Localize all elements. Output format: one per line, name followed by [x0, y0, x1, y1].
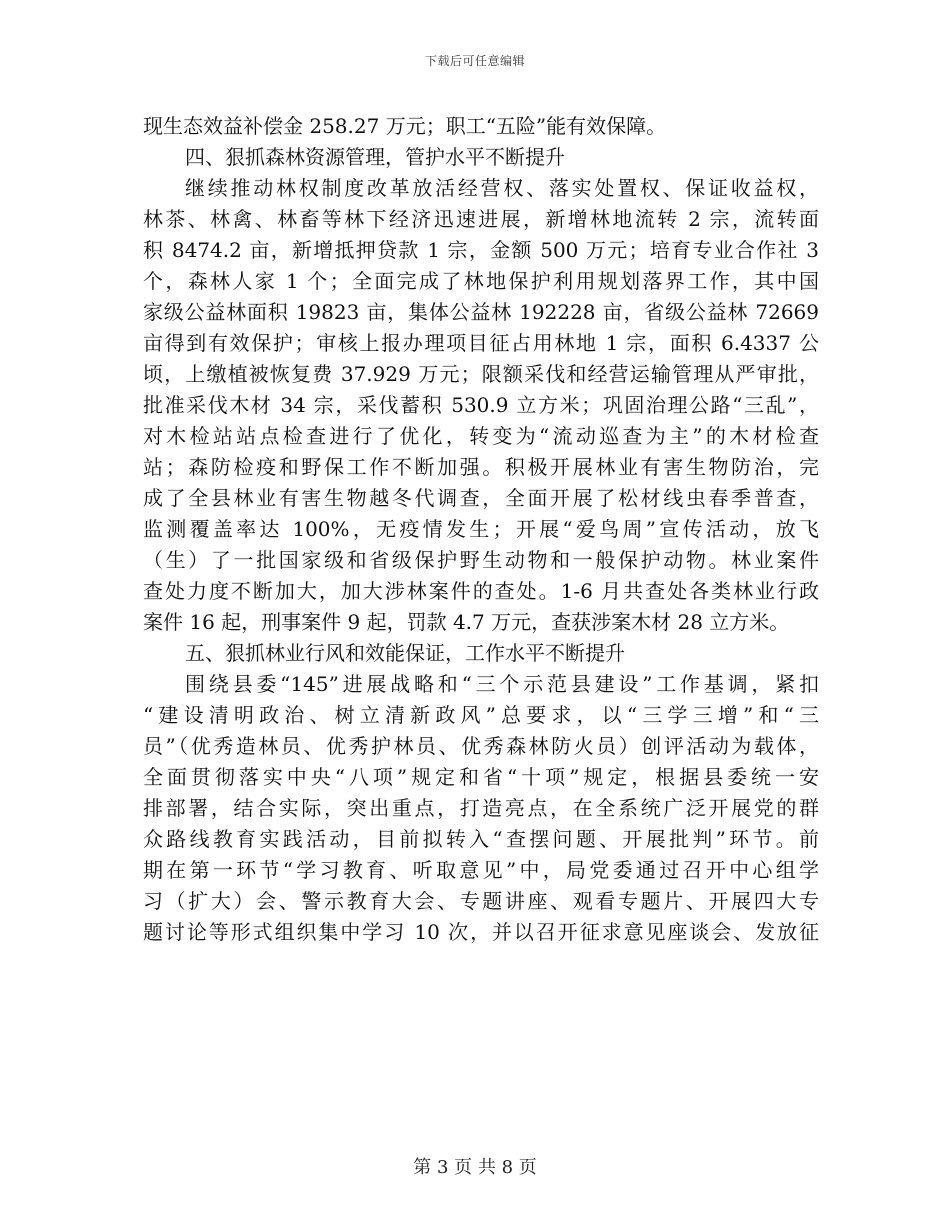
page-header: 下载后可任意编辑 [424, 54, 525, 68]
text-line: 排部署，结合实际，突出重点，打造亮点，在全系统广泛开展党的群 [143, 796, 819, 820]
text-line: （生）了一批国家级和省级保护野生动物和一般保护动物。林业案件 [143, 548, 819, 572]
text-line: “建设清明政治、树立清新政风”总要求，以“三学三增”和“三 [143, 703, 819, 727]
text-line: 案件 16 起，刑事案件 9 起，罚款 4.7 万元，查获涉案木材 28 立方米。 [143, 610, 790, 634]
text-line: 对木检站站点检查进行了优化，转变为“流动巡查为主”的木材检查 [143, 424, 819, 448]
page-footer: 第 3 页 共 8 页 [413, 1157, 537, 1178]
text-line: 站；森防检疫和野保工作不断加强。积极开展林业有害生物防治，完 [143, 455, 819, 479]
text-line: 员”（优秀造林员、优秀护林员、优秀森林防火员）创评活动为载体， [143, 734, 819, 758]
section-heading: 五、狠抓林业行风和效能保证，工作水平不断提升 [185, 641, 625, 665]
section-heading: 四、狠抓森林资源管理，管护水平不断提升 [185, 145, 565, 169]
text-line: 批准采伐木材 34 宗，采伐蓄积 530.9 立方米；巩固治理公路“三乱”， [143, 393, 819, 417]
text-line: 围绕县委“145”进展战略和“三个示范县建设”工作基调，紧扣 [185, 672, 819, 696]
text-line: 继续推动林权制度改革放活经营权、落实处置权、保证收益权， [185, 176, 819, 200]
text-line: 成了全县林业有害生物越冬代调查，全面开展了松材线虫春季普查， [143, 486, 819, 510]
text-line: 监测覆盖率达 100%，无疫情发生；开展“爱鸟周”宣传活动，放飞 [143, 517, 819, 541]
text-line: 众路线教育实践活动，目前拟转入“查摆问题、开展批判”环节。前 [143, 827, 819, 851]
text-line: 期在第一环节“学习教育、听取意见”中，局党委通过召开中心组学 [143, 858, 819, 882]
text-line: 全面贯彻落实中央“八项”规定和省“十项”规定，根据县委统一安 [143, 765, 819, 789]
text-line: 个，森林人家 1 个；全面完成了林地保护利用规划落界工作，其中国 [143, 269, 819, 293]
text-line: 林茶、林禽、林畜等林下经济迅速进展，新增林地流转 2 宗，流转面 [143, 207, 819, 231]
text-line: 题讨论等形式组织集中学习 10 次，并以召开征求意见座谈会、发放征 [143, 920, 819, 944]
text-line: 查处力度不断加大，加大涉林案件的查处。1-6 月共查处各类林业行政 [143, 579, 819, 603]
text-line: 现生态效益补偿金 258.27 万元；职工“五险”能有效保障。 [143, 114, 667, 138]
text-line: 积 8474.2 亩，新增抵押贷款 1 宗，金额 500 万元；培育专业合作社 3 [143, 238, 819, 262]
text-line: 习（扩大）会、警示教育大会、专题讲座、观看专题片、开展四大专 [143, 889, 819, 913]
text-line: 顷，上缴植被恢复费 37.929 万元；限额采伐和经营运输管理从严审批， [143, 362, 819, 386]
text-line: 亩得到有效保护；审核上报办理项目征占用林地 1 宗，面积 6.4337 公 [143, 331, 819, 355]
body-text [143, 111, 819, 948]
text-line: 家级公益林面积 19823 亩，集体公益林 192228 亩，省级公益林 72669 [143, 300, 819, 324]
